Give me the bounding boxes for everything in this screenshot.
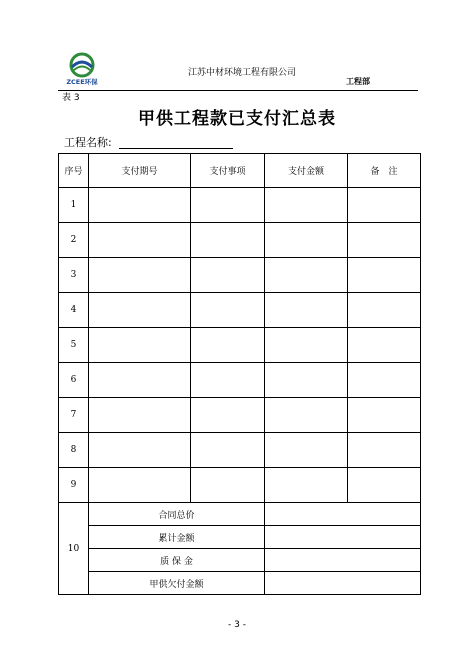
- cell[interactable]: [191, 188, 265, 223]
- project-name-label: 工程名称:: [64, 136, 112, 149]
- row-index: 3: [59, 258, 89, 293]
- header-amount: 支付金额: [265, 154, 348, 188]
- table-number: 表 3: [62, 93, 80, 103]
- cell[interactable]: [348, 433, 421, 468]
- cell[interactable]: [348, 363, 421, 398]
- cell[interactable]: [265, 293, 348, 328]
- cell[interactable]: [89, 293, 191, 328]
- summary-row: [59, 526, 421, 549]
- header-remark: 备 注: [348, 154, 421, 188]
- table-row: [59, 188, 421, 223]
- cell[interactable]: [191, 398, 265, 433]
- page-number: - 3 -: [228, 620, 246, 630]
- row-index: 6: [59, 363, 89, 398]
- cell[interactable]: [89, 468, 191, 503]
- payment-summary-table: [58, 153, 421, 595]
- cell[interactable]: [191, 363, 265, 398]
- table-row: [59, 258, 421, 293]
- cell[interactable]: [89, 398, 191, 433]
- page-title: 甲供工程款已支付汇总表: [138, 109, 336, 129]
- summary-label-contract-total: 合同总价: [89, 503, 265, 526]
- header-seq: 序号: [59, 154, 89, 188]
- table-row: [59, 328, 421, 363]
- cell[interactable]: [265, 363, 348, 398]
- summary-label-cumulative: 累计金额: [89, 526, 265, 549]
- row-index: 2: [59, 223, 89, 258]
- company-logo: [58, 51, 106, 89]
- summary-value[interactable]: [265, 503, 421, 526]
- cell[interactable]: [348, 188, 421, 223]
- cell[interactable]: [89, 433, 191, 468]
- cell[interactable]: [265, 398, 348, 433]
- summary-index: 10: [59, 503, 89, 595]
- summary-value[interactable]: [265, 526, 421, 549]
- header-period: 支付期号: [89, 154, 191, 188]
- cell[interactable]: [191, 328, 265, 363]
- cell[interactable]: [348, 398, 421, 433]
- summary-row: [59, 572, 421, 595]
- cell[interactable]: [265, 188, 348, 223]
- cell[interactable]: [89, 328, 191, 363]
- company-name: 江苏中材环境工程有限公司: [188, 68, 297, 78]
- summary-value[interactable]: [265, 549, 421, 572]
- row-index: 8: [59, 433, 89, 468]
- cell[interactable]: [191, 293, 265, 328]
- row-index: 9: [59, 468, 89, 503]
- project-name-field[interactable]: [119, 148, 233, 149]
- header-item: 支付事项: [191, 154, 265, 188]
- cell[interactable]: [348, 258, 421, 293]
- table-row: [59, 398, 421, 433]
- header-divider: [58, 90, 418, 91]
- row-index: 4: [59, 293, 89, 328]
- table-row: [59, 293, 421, 328]
- row-index: 1: [59, 188, 89, 223]
- cell[interactable]: [89, 188, 191, 223]
- cell[interactable]: [89, 223, 191, 258]
- summary-row: [59, 503, 421, 526]
- cell[interactable]: [89, 363, 191, 398]
- cell[interactable]: [89, 258, 191, 293]
- row-index: 7: [59, 398, 89, 433]
- summary-row: [59, 549, 421, 572]
- cell[interactable]: [265, 468, 348, 503]
- row-index: 5: [59, 328, 89, 363]
- department-label: 工程部: [346, 77, 370, 86]
- table-row: [59, 468, 421, 503]
- cell[interactable]: [191, 223, 265, 258]
- table-row: [59, 223, 421, 258]
- table-row: [59, 363, 421, 398]
- svg-text:ZCEE环保: ZCEE环保: [66, 78, 98, 86]
- cell[interactable]: [348, 223, 421, 258]
- cell[interactable]: [265, 258, 348, 293]
- cell[interactable]: [348, 293, 421, 328]
- cell[interactable]: [348, 468, 421, 503]
- cell[interactable]: [265, 328, 348, 363]
- cell[interactable]: [191, 468, 265, 503]
- cell[interactable]: [191, 258, 265, 293]
- cell[interactable]: [265, 223, 348, 258]
- table-row: [59, 433, 421, 468]
- cell[interactable]: [348, 328, 421, 363]
- cell[interactable]: [265, 433, 348, 468]
- summary-label-retention: 质 保 金: [89, 549, 265, 572]
- summary-value[interactable]: [265, 572, 421, 595]
- cell[interactable]: [191, 433, 265, 468]
- summary-label-outstanding: 甲供欠付金额: [89, 572, 265, 595]
